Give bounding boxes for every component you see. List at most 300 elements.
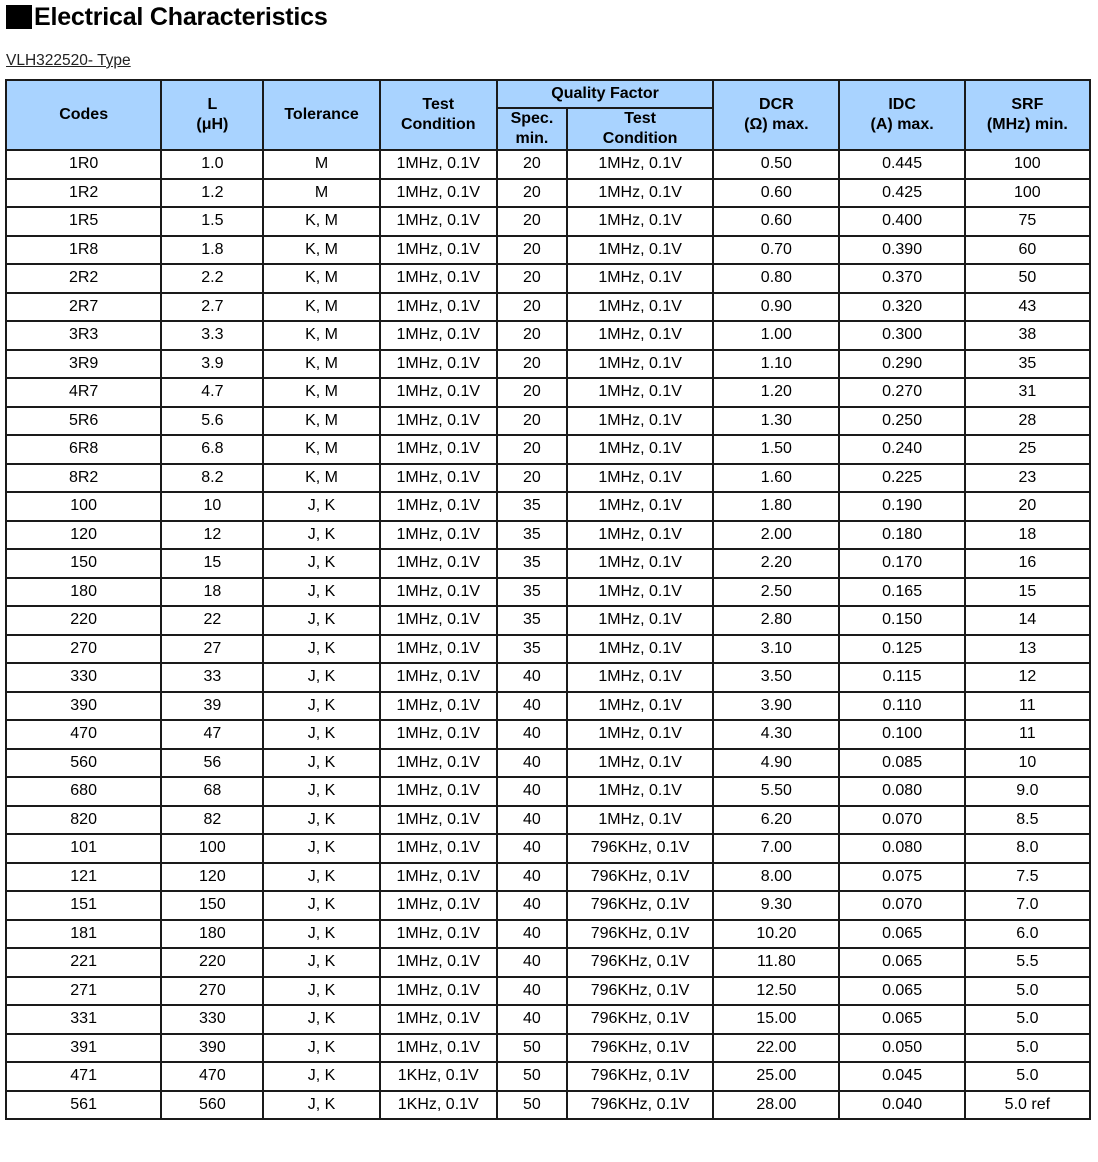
cell-code: 120 bbox=[6, 521, 161, 550]
cell-test-condition: 1MHz, 0.1V bbox=[380, 407, 497, 436]
cell-idc: 0.300 bbox=[839, 321, 964, 350]
cell-test-condition: 1MHz, 0.1V bbox=[380, 179, 497, 208]
cell-srf: 10 bbox=[965, 749, 1090, 778]
square-bullet-icon bbox=[6, 5, 32, 29]
cell-code: 470 bbox=[6, 720, 161, 749]
cell-qf-test-condition: 1MHz, 0.1V bbox=[567, 806, 713, 835]
cell-idc: 0.065 bbox=[839, 977, 964, 1006]
cell-idc: 0.190 bbox=[839, 492, 964, 521]
cell-tolerance: J, K bbox=[263, 948, 379, 977]
cell-srf: 75 bbox=[965, 207, 1090, 236]
cell-dcr: 4.90 bbox=[713, 749, 839, 778]
cell-qf-test-condition: 796KHz, 0.1V bbox=[567, 863, 713, 892]
cell-idc: 0.270 bbox=[839, 378, 964, 407]
table-row bbox=[6, 1034, 1090, 1063]
cell-test-condition: 1MHz, 0.1V bbox=[380, 635, 497, 664]
table-row bbox=[6, 150, 1090, 179]
cell-spec-min: 35 bbox=[497, 549, 567, 578]
header-srf: SRF (MHz) min. bbox=[965, 80, 1090, 150]
header-tolerance: Tolerance bbox=[263, 80, 379, 150]
header-spec-min: Spec. min. bbox=[497, 108, 567, 150]
cell-tolerance: K, M bbox=[263, 407, 379, 436]
cell-code: 150 bbox=[6, 549, 161, 578]
page-title bbox=[6, 1, 328, 33]
cell-idc: 0.165 bbox=[839, 578, 964, 607]
cell-tolerance: K, M bbox=[263, 378, 379, 407]
cell-test-condition: 1MHz, 0.1V bbox=[380, 948, 497, 977]
cell-code: 1R2 bbox=[6, 179, 161, 208]
cell-srf: 5.5 bbox=[965, 948, 1090, 977]
cell-qf-test-condition: 1MHz, 0.1V bbox=[567, 720, 713, 749]
cell-qf-test-condition: 1MHz, 0.1V bbox=[567, 578, 713, 607]
cell-idc: 0.320 bbox=[839, 293, 964, 322]
cell-dcr: 10.20 bbox=[713, 920, 839, 949]
table-row bbox=[6, 920, 1090, 949]
cell-qf-test-condition: 796KHz, 0.1V bbox=[567, 920, 713, 949]
cell-dcr: 2.50 bbox=[713, 578, 839, 607]
cell-inductance: 100 bbox=[161, 834, 263, 863]
cell-code: 151 bbox=[6, 891, 161, 920]
cell-srf: 100 bbox=[965, 179, 1090, 208]
cell-spec-min: 35 bbox=[497, 635, 567, 664]
cell-srf: 25 bbox=[965, 435, 1090, 464]
table-row bbox=[6, 293, 1090, 322]
cell-dcr: 8.00 bbox=[713, 863, 839, 892]
cell-dcr: 0.70 bbox=[713, 236, 839, 265]
cell-test-condition: 1MHz, 0.1V bbox=[380, 350, 497, 379]
cell-tolerance: K, M bbox=[263, 207, 379, 236]
cell-idc: 0.170 bbox=[839, 549, 964, 578]
cell-spec-min: 40 bbox=[497, 806, 567, 835]
cell-srf: 100 bbox=[965, 150, 1090, 179]
cell-tolerance: K, M bbox=[263, 350, 379, 379]
table-row bbox=[6, 863, 1090, 892]
cell-srf: 5.0 bbox=[965, 1034, 1090, 1063]
cell-idc: 0.065 bbox=[839, 920, 964, 949]
table-row bbox=[6, 179, 1090, 208]
cell-srf: 13 bbox=[965, 635, 1090, 664]
cell-qf-test-condition: 1MHz, 0.1V bbox=[567, 236, 713, 265]
cell-qf-test-condition: 1MHz, 0.1V bbox=[567, 179, 713, 208]
cell-dcr: 2.00 bbox=[713, 521, 839, 550]
cell-inductance: 560 bbox=[161, 1091, 263, 1120]
cell-qf-test-condition: 1MHz, 0.1V bbox=[567, 749, 713, 778]
table-row bbox=[6, 606, 1090, 635]
cell-test-condition: 1MHz, 0.1V bbox=[380, 834, 497, 863]
cell-spec-min: 35 bbox=[497, 521, 567, 550]
cell-code: 1R8 bbox=[6, 236, 161, 265]
cell-inductance: 120 bbox=[161, 863, 263, 892]
cell-code: 181 bbox=[6, 920, 161, 949]
cell-tolerance: J, K bbox=[263, 977, 379, 1006]
cell-spec-min: 35 bbox=[497, 606, 567, 635]
cell-test-condition: 1MHz, 0.1V bbox=[380, 236, 497, 265]
cell-tolerance: J, K bbox=[263, 720, 379, 749]
cell-qf-test-condition: 1MHz, 0.1V bbox=[567, 407, 713, 436]
table-row bbox=[6, 1005, 1090, 1034]
cell-inductance: 5.6 bbox=[161, 407, 263, 436]
cell-code: 1R5 bbox=[6, 207, 161, 236]
cell-dcr: 1.10 bbox=[713, 350, 839, 379]
cell-tolerance: J, K bbox=[263, 692, 379, 721]
cell-qf-test-condition: 796KHz, 0.1V bbox=[567, 977, 713, 1006]
cell-qf-test-condition: 1MHz, 0.1V bbox=[567, 692, 713, 721]
cell-code: 1R0 bbox=[6, 150, 161, 179]
cell-spec-min: 20 bbox=[497, 378, 567, 407]
cell-qf-test-condition: 1MHz, 0.1V bbox=[567, 521, 713, 550]
cell-dcr: 0.60 bbox=[713, 179, 839, 208]
cell-idc: 0.065 bbox=[839, 948, 964, 977]
cell-dcr: 12.50 bbox=[713, 977, 839, 1006]
cell-tolerance: J, K bbox=[263, 635, 379, 664]
cell-inductance: 15 bbox=[161, 549, 263, 578]
cell-code: 100 bbox=[6, 492, 161, 521]
cell-qf-test-condition: 1MHz, 0.1V bbox=[567, 321, 713, 350]
cell-qf-test-condition: 1MHz, 0.1V bbox=[567, 350, 713, 379]
table-row bbox=[6, 264, 1090, 293]
cell-code: 330 bbox=[6, 663, 161, 692]
cell-inductance: 220 bbox=[161, 948, 263, 977]
cell-idc: 0.040 bbox=[839, 1091, 964, 1120]
cell-dcr: 3.10 bbox=[713, 635, 839, 664]
table-row bbox=[6, 378, 1090, 407]
cell-idc: 0.290 bbox=[839, 350, 964, 379]
cell-inductance: 2.7 bbox=[161, 293, 263, 322]
cell-tolerance: J, K bbox=[263, 806, 379, 835]
cell-srf: 12 bbox=[965, 663, 1090, 692]
cell-inductance: 27 bbox=[161, 635, 263, 664]
table-row bbox=[6, 1062, 1090, 1091]
cell-spec-min: 50 bbox=[497, 1091, 567, 1120]
cell-tolerance: J, K bbox=[263, 749, 379, 778]
cell-inductance: 180 bbox=[161, 920, 263, 949]
cell-code: 680 bbox=[6, 777, 161, 806]
cell-test-condition: 1KHz, 0.1V bbox=[380, 1091, 497, 1120]
cell-tolerance: J, K bbox=[263, 578, 379, 607]
cell-code: 391 bbox=[6, 1034, 161, 1063]
cell-test-condition: 1MHz, 0.1V bbox=[380, 977, 497, 1006]
cell-test-condition: 1MHz, 0.1V bbox=[380, 891, 497, 920]
cell-srf: 6.0 bbox=[965, 920, 1090, 949]
cell-inductance: 22 bbox=[161, 606, 263, 635]
table-row bbox=[6, 749, 1090, 778]
cell-idc: 0.425 bbox=[839, 179, 964, 208]
cell-qf-test-condition: 1MHz, 0.1V bbox=[567, 378, 713, 407]
cell-spec-min: 40 bbox=[497, 749, 567, 778]
cell-test-condition: 1MHz, 0.1V bbox=[380, 692, 497, 721]
cell-spec-min: 20 bbox=[497, 464, 567, 493]
cell-idc: 0.115 bbox=[839, 663, 964, 692]
cell-tolerance: K, M bbox=[263, 236, 379, 265]
cell-tolerance: J, K bbox=[263, 1034, 379, 1063]
cell-test-condition: 1MHz, 0.1V bbox=[380, 1005, 497, 1034]
cell-spec-min: 50 bbox=[497, 1034, 567, 1063]
cell-spec-min: 40 bbox=[497, 863, 567, 892]
cell-test-condition: 1MHz, 0.1V bbox=[380, 863, 497, 892]
cell-code: 4R7 bbox=[6, 378, 161, 407]
cell-test-condition: 1MHz, 0.1V bbox=[380, 578, 497, 607]
cell-code: 331 bbox=[6, 1005, 161, 1034]
cell-inductance: 12 bbox=[161, 521, 263, 550]
cell-code: 121 bbox=[6, 863, 161, 892]
cell-idc: 0.070 bbox=[839, 806, 964, 835]
cell-srf: 15 bbox=[965, 578, 1090, 607]
cell-inductance: 470 bbox=[161, 1062, 263, 1091]
cell-test-condition: 1MHz, 0.1V bbox=[380, 920, 497, 949]
cell-dcr: 1.60 bbox=[713, 464, 839, 493]
header-quality-factor: Quality Factor bbox=[497, 80, 713, 108]
cell-srf: 8.0 bbox=[965, 834, 1090, 863]
cell-srf: 7.0 bbox=[965, 891, 1090, 920]
cell-inductance: 390 bbox=[161, 1034, 263, 1063]
cell-test-condition: 1MHz, 0.1V bbox=[380, 663, 497, 692]
cell-tolerance: K, M bbox=[263, 321, 379, 350]
cell-spec-min: 40 bbox=[497, 977, 567, 1006]
cell-test-condition: 1MHz, 0.1V bbox=[380, 321, 497, 350]
table-row bbox=[6, 806, 1090, 835]
cell-inductance: 3.9 bbox=[161, 350, 263, 379]
cell-qf-test-condition: 1MHz, 0.1V bbox=[567, 635, 713, 664]
cell-inductance: 4.7 bbox=[161, 378, 263, 407]
cell-code: 221 bbox=[6, 948, 161, 977]
cell-qf-test-condition: 796KHz, 0.1V bbox=[567, 1034, 713, 1063]
cell-srf: 5.0 bbox=[965, 1005, 1090, 1034]
cell-qf-test-condition: 1MHz, 0.1V bbox=[567, 549, 713, 578]
table-body bbox=[6, 150, 1090, 1119]
cell-qf-test-condition: 1MHz, 0.1V bbox=[567, 777, 713, 806]
cell-test-condition: 1MHz, 0.1V bbox=[380, 777, 497, 806]
cell-idc: 0.240 bbox=[839, 435, 964, 464]
cell-qf-test-condition: 1MHz, 0.1V bbox=[567, 207, 713, 236]
table-row bbox=[6, 350, 1090, 379]
cell-code: 2R7 bbox=[6, 293, 161, 322]
cell-srf: 5.0 bbox=[965, 1062, 1090, 1091]
cell-tolerance: J, K bbox=[263, 834, 379, 863]
cell-tolerance: J, K bbox=[263, 1062, 379, 1091]
cell-srf: 5.0 ref bbox=[965, 1091, 1090, 1120]
cell-spec-min: 50 bbox=[497, 1062, 567, 1091]
cell-qf-test-condition: 796KHz, 0.1V bbox=[567, 948, 713, 977]
cell-dcr: 7.00 bbox=[713, 834, 839, 863]
cell-spec-min: 20 bbox=[497, 264, 567, 293]
cell-code: 6R8 bbox=[6, 435, 161, 464]
cell-idc: 0.390 bbox=[839, 236, 964, 265]
cell-test-condition: 1MHz, 0.1V bbox=[380, 293, 497, 322]
cell-qf-test-condition: 796KHz, 0.1V bbox=[567, 1091, 713, 1120]
cell-idc: 0.080 bbox=[839, 834, 964, 863]
cell-spec-min: 20 bbox=[497, 150, 567, 179]
cell-inductance: 33 bbox=[161, 663, 263, 692]
cell-tolerance: J, K bbox=[263, 891, 379, 920]
cell-spec-min: 20 bbox=[497, 293, 567, 322]
cell-srf: 7.5 bbox=[965, 863, 1090, 892]
cell-spec-min: 40 bbox=[497, 720, 567, 749]
table-row bbox=[6, 948, 1090, 977]
cell-spec-min: 40 bbox=[497, 1005, 567, 1034]
cell-tolerance: M bbox=[263, 179, 379, 208]
cell-test-condition: 1MHz, 0.1V bbox=[380, 720, 497, 749]
cell-srf: 18 bbox=[965, 521, 1090, 550]
cell-test-condition: 1MHz, 0.1V bbox=[380, 749, 497, 778]
cell-inductance: 82 bbox=[161, 806, 263, 835]
table-row bbox=[6, 777, 1090, 806]
cell-dcr: 4.30 bbox=[713, 720, 839, 749]
cell-idc: 0.445 bbox=[839, 150, 964, 179]
cell-srf: 23 bbox=[965, 464, 1090, 493]
cell-tolerance: J, K bbox=[263, 492, 379, 521]
cell-inductance: 56 bbox=[161, 749, 263, 778]
cell-inductance: 2.2 bbox=[161, 264, 263, 293]
cell-tolerance: J, K bbox=[263, 606, 379, 635]
cell-dcr: 0.60 bbox=[713, 207, 839, 236]
cell-inductance: 6.8 bbox=[161, 435, 263, 464]
cell-idc: 0.065 bbox=[839, 1005, 964, 1034]
cell-srf: 14 bbox=[965, 606, 1090, 635]
cell-dcr: 3.50 bbox=[713, 663, 839, 692]
cell-spec-min: 20 bbox=[497, 350, 567, 379]
cell-qf-test-condition: 1MHz, 0.1V bbox=[567, 663, 713, 692]
cell-idc: 0.045 bbox=[839, 1062, 964, 1091]
cell-tolerance: J, K bbox=[263, 521, 379, 550]
cell-inductance: 270 bbox=[161, 977, 263, 1006]
cell-test-condition: 1MHz, 0.1V bbox=[380, 606, 497, 635]
cell-inductance: 68 bbox=[161, 777, 263, 806]
cell-test-condition: 1MHz, 0.1V bbox=[380, 521, 497, 550]
cell-dcr: 15.00 bbox=[713, 1005, 839, 1034]
cell-qf-test-condition: 796KHz, 0.1V bbox=[567, 1062, 713, 1091]
cell-inductance: 1.0 bbox=[161, 150, 263, 179]
cell-qf-test-condition: 1MHz, 0.1V bbox=[567, 293, 713, 322]
cell-inductance: 3.3 bbox=[161, 321, 263, 350]
cell-idc: 0.225 bbox=[839, 464, 964, 493]
table-row bbox=[6, 1091, 1090, 1120]
cell-dcr: 2.80 bbox=[713, 606, 839, 635]
cell-srf: 43 bbox=[965, 293, 1090, 322]
header-codes: Codes bbox=[6, 80, 161, 150]
cell-dcr: 0.80 bbox=[713, 264, 839, 293]
table-row bbox=[6, 464, 1090, 493]
cell-spec-min: 20 bbox=[497, 179, 567, 208]
cell-test-condition: 1MHz, 0.1V bbox=[380, 264, 497, 293]
cell-tolerance: M bbox=[263, 150, 379, 179]
cell-spec-min: 40 bbox=[497, 834, 567, 863]
cell-qf-test-condition: 1MHz, 0.1V bbox=[567, 435, 713, 464]
cell-idc: 0.250 bbox=[839, 407, 964, 436]
cell-idc: 0.080 bbox=[839, 777, 964, 806]
cell-idc: 0.370 bbox=[839, 264, 964, 293]
cell-idc: 0.085 bbox=[839, 749, 964, 778]
cell-qf-test-condition: 796KHz, 0.1V bbox=[567, 891, 713, 920]
cell-srf: 5.0 bbox=[965, 977, 1090, 1006]
page-title-text: Electrical Characteristics bbox=[34, 2, 328, 31]
cell-inductance: 8.2 bbox=[161, 464, 263, 493]
cell-dcr: 1.80 bbox=[713, 492, 839, 521]
cell-tolerance: K, M bbox=[263, 264, 379, 293]
cell-dcr: 0.50 bbox=[713, 150, 839, 179]
cell-spec-min: 35 bbox=[497, 492, 567, 521]
cell-inductance: 39 bbox=[161, 692, 263, 721]
cell-inductance: 1.2 bbox=[161, 179, 263, 208]
cell-test-condition: 1MHz, 0.1V bbox=[380, 549, 497, 578]
cell-spec-min: 20 bbox=[497, 407, 567, 436]
cell-code: 2R2 bbox=[6, 264, 161, 293]
cell-tolerance: K, M bbox=[263, 293, 379, 322]
cell-idc: 0.180 bbox=[839, 521, 964, 550]
cell-test-condition: 1MHz, 0.1V bbox=[380, 464, 497, 493]
table-row bbox=[6, 321, 1090, 350]
cell-dcr: 9.30 bbox=[713, 891, 839, 920]
cell-test-condition: 1MHz, 0.1V bbox=[380, 378, 497, 407]
cell-code: 5R6 bbox=[6, 407, 161, 436]
cell-qf-test-condition: 1MHz, 0.1V bbox=[567, 464, 713, 493]
cell-srf: 31 bbox=[965, 378, 1090, 407]
cell-code: 560 bbox=[6, 749, 161, 778]
cell-code: 3R9 bbox=[6, 350, 161, 379]
cell-code: 471 bbox=[6, 1062, 161, 1091]
cell-srf: 20 bbox=[965, 492, 1090, 521]
cell-code: 561 bbox=[6, 1091, 161, 1120]
cell-test-condition: 1MHz, 0.1V bbox=[380, 435, 497, 464]
cell-spec-min: 40 bbox=[497, 920, 567, 949]
cell-srf: 50 bbox=[965, 264, 1090, 293]
cell-qf-test-condition: 1MHz, 0.1V bbox=[567, 150, 713, 179]
cell-spec-min: 20 bbox=[497, 207, 567, 236]
cell-srf: 11 bbox=[965, 720, 1090, 749]
cell-tolerance: J, K bbox=[263, 777, 379, 806]
cell-dcr: 1.50 bbox=[713, 435, 839, 464]
cell-spec-min: 40 bbox=[497, 891, 567, 920]
cell-inductance: 47 bbox=[161, 720, 263, 749]
cell-srf: 8.5 bbox=[965, 806, 1090, 835]
cell-tolerance: J, K bbox=[263, 1005, 379, 1034]
header-qf-test-condition: Test Condition bbox=[567, 108, 713, 150]
cell-idc: 0.100 bbox=[839, 720, 964, 749]
cell-srf: 28 bbox=[965, 407, 1090, 436]
cell-tolerance: J, K bbox=[263, 1091, 379, 1120]
table-row bbox=[6, 521, 1090, 550]
cell-srf: 16 bbox=[965, 549, 1090, 578]
cell-spec-min: 20 bbox=[497, 236, 567, 265]
header-inductance: L (μH) bbox=[161, 80, 263, 150]
cell-srf: 38 bbox=[965, 321, 1090, 350]
table-row bbox=[6, 977, 1090, 1006]
cell-dcr: 3.90 bbox=[713, 692, 839, 721]
table-row bbox=[6, 663, 1090, 692]
cell-dcr: 1.30 bbox=[713, 407, 839, 436]
cell-code: 390 bbox=[6, 692, 161, 721]
cell-dcr: 6.20 bbox=[713, 806, 839, 835]
cell-spec-min: 40 bbox=[497, 777, 567, 806]
cell-code: 270 bbox=[6, 635, 161, 664]
cell-tolerance: K, M bbox=[263, 464, 379, 493]
cell-test-condition: 1MHz, 0.1V bbox=[380, 150, 497, 179]
cell-idc: 0.070 bbox=[839, 891, 964, 920]
cell-inductance: 18 bbox=[161, 578, 263, 607]
table-row bbox=[6, 578, 1090, 607]
cell-test-condition: 1MHz, 0.1V bbox=[380, 207, 497, 236]
cell-tolerance: J, K bbox=[263, 863, 379, 892]
type-link[interactable]: VLH322520- Type bbox=[6, 52, 131, 69]
cell-test-condition: 1MHz, 0.1V bbox=[380, 492, 497, 521]
cell-inductance: 150 bbox=[161, 891, 263, 920]
cell-dcr: 25.00 bbox=[713, 1062, 839, 1091]
header-dcr: DCR (Ω) max. bbox=[713, 80, 839, 150]
cell-spec-min: 40 bbox=[497, 692, 567, 721]
cell-code: 820 bbox=[6, 806, 161, 835]
cell-qf-test-condition: 796KHz, 0.1V bbox=[567, 1005, 713, 1034]
cell-test-condition: 1KHz, 0.1V bbox=[380, 1062, 497, 1091]
cell-spec-min: 20 bbox=[497, 435, 567, 464]
